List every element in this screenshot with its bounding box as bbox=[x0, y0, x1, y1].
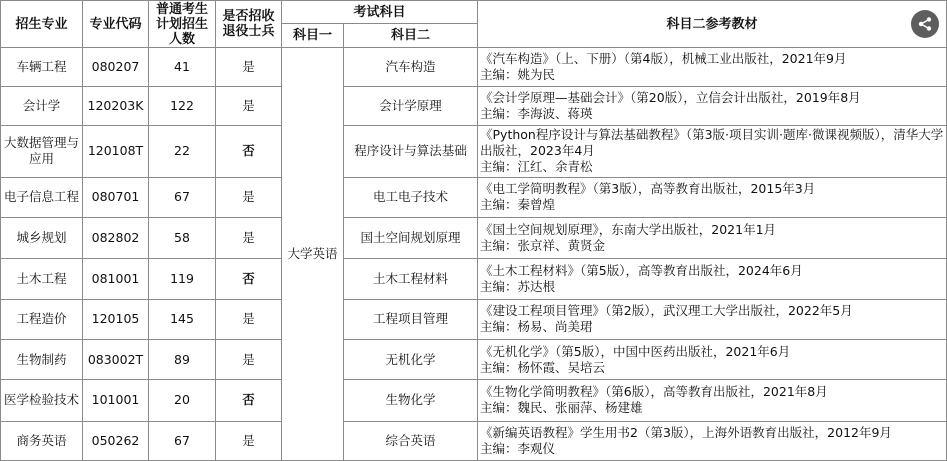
subject2-cell: 工程项目管理 bbox=[344, 299, 478, 339]
book-editor: 主编：杨易、尚美珺 bbox=[480, 319, 593, 335]
major-cell: 城乡规划 bbox=[1, 217, 83, 258]
header-major: 招生专业 bbox=[1, 1, 83, 48]
header-books: 科目二参考教材 bbox=[478, 1, 947, 48]
code-cell: 083002T bbox=[83, 339, 149, 379]
veteran-cell: 否 bbox=[216, 125, 282, 177]
book-title: 《生物化学简明教程》（第6版），高等教育出版社，2021年8月 bbox=[480, 384, 828, 400]
table-row bbox=[1, 87, 947, 125]
major-cell: 土木工程 bbox=[1, 259, 83, 299]
plan-cell: 41 bbox=[149, 48, 216, 87]
table-row bbox=[1, 421, 947, 460]
table-row bbox=[1, 380, 947, 421]
share-button[interactable] bbox=[911, 10, 939, 38]
book-cell bbox=[478, 259, 947, 299]
header-code: 专业代码 bbox=[83, 1, 149, 48]
book-title: 《国土空间规划原理》，东南大学出版社，2021年1月 bbox=[480, 222, 777, 238]
veteran-cell: 否 bbox=[216, 259, 282, 299]
major-cell: 医学检验技术 bbox=[1, 380, 83, 421]
subject2-cell: 电工电子技术 bbox=[344, 177, 478, 217]
code-cell: 120108T bbox=[83, 125, 149, 177]
book-cell bbox=[478, 299, 947, 339]
subject2-cell: 无机化学 bbox=[344, 339, 478, 379]
plan-cell: 20 bbox=[149, 380, 216, 421]
table-row bbox=[1, 125, 947, 177]
subject2-cell: 汽车构造 bbox=[344, 48, 478, 87]
code-cell: 101001 bbox=[83, 380, 149, 421]
book-editor: 主编：江红、余青松 bbox=[480, 159, 593, 174]
table-row bbox=[1, 259, 947, 299]
table-row bbox=[1, 339, 947, 379]
book-title: 《土木工程材料》（第5版），高等教育出版社，2024年6月 bbox=[480, 262, 803, 278]
veteran-cell: 是 bbox=[216, 339, 282, 379]
book-title: 《会计学原理—基础会计》（第20版），立信会计出版社，2019年8月 bbox=[480, 89, 861, 105]
code-cell: 120105 bbox=[83, 299, 149, 339]
code-cell: 050262 bbox=[83, 421, 149, 460]
plan-cell: 89 bbox=[149, 339, 216, 379]
subject1-cell: 大学英语 bbox=[282, 48, 344, 461]
plan-cell: 22 bbox=[149, 125, 216, 177]
header-subject1: 科目一 bbox=[282, 24, 344, 48]
book-cell bbox=[478, 177, 947, 217]
book-cell bbox=[478, 87, 947, 125]
book-cell bbox=[478, 217, 947, 258]
header-subject2: 科目二 bbox=[344, 24, 478, 48]
book-title: 《新编英语教程》学生用书2（第3版），上海外语教育出版社，2012年9月 bbox=[480, 424, 892, 440]
table-row bbox=[1, 217, 947, 258]
book-editor: 主编：苏达根 bbox=[480, 278, 556, 294]
book-editor: 主编：李海波、蒋瑛 bbox=[480, 105, 593, 121]
book-cell bbox=[478, 380, 947, 421]
major-cell: 车辆工程 bbox=[1, 48, 83, 87]
header-plan: 普通考生计划招生人数 bbox=[149, 1, 216, 48]
book-editor: 主编：姚为民 bbox=[480, 67, 556, 83]
veteran-cell: 是 bbox=[216, 421, 282, 460]
veteran-cell: 是 bbox=[216, 87, 282, 125]
code-cell: 080207 bbox=[83, 48, 149, 87]
book-editor: 主编：李观仪 bbox=[480, 440, 556, 456]
book-cell bbox=[478, 339, 947, 379]
book-cell bbox=[478, 421, 947, 460]
book-editor: 主编：秦曾煌 bbox=[480, 197, 556, 213]
subject2-cell: 综合英语 bbox=[344, 421, 478, 460]
veteran-cell: 是 bbox=[216, 177, 282, 217]
subject2-cell: 程序设计与算法基础 bbox=[344, 125, 478, 177]
table-row bbox=[1, 177, 947, 217]
major-cell: 会计学 bbox=[1, 87, 83, 125]
table-row bbox=[1, 48, 947, 87]
plan-cell: 122 bbox=[149, 87, 216, 125]
major-cell: 工程造价 bbox=[1, 299, 83, 339]
subject2-cell: 会计学原理 bbox=[344, 87, 478, 125]
major-cell: 商务英语 bbox=[1, 421, 83, 460]
code-cell: 080701 bbox=[83, 177, 149, 217]
book-cell bbox=[478, 125, 947, 177]
code-cell: 120203K bbox=[83, 87, 149, 125]
veteran-cell: 是 bbox=[216, 299, 282, 339]
book-editor: 主编：张京祥、黄贤金 bbox=[480, 238, 606, 254]
book-title: 《电工学简明教程》（第3版），高等教育出版社，2015年3月 bbox=[480, 181, 816, 197]
plan-cell: 145 bbox=[149, 299, 216, 339]
major-cell: 大数据管理与应用 bbox=[1, 125, 83, 177]
plan-cell: 58 bbox=[149, 217, 216, 258]
code-cell: 082802 bbox=[83, 217, 149, 258]
plan-cell: 67 bbox=[149, 177, 216, 217]
veteran-cell: 是 bbox=[216, 217, 282, 258]
book-title: 《无机化学》（第5版），中国中医药出版社，2021年6月 bbox=[480, 343, 791, 359]
table-row bbox=[1, 299, 947, 339]
major-cell: 电子信息工程 bbox=[1, 177, 83, 217]
plan-cell: 119 bbox=[149, 259, 216, 299]
share-icon bbox=[917, 16, 933, 32]
book-cell bbox=[478, 48, 947, 87]
subject2-cell: 生物化学 bbox=[344, 380, 478, 421]
book-title: 《Python程序设计与算法基础教程》（第3版·项目实训·题库·微课视频版），清华大学出版社，2023年4月 bbox=[480, 127, 944, 158]
code-cell: 081001 bbox=[83, 259, 149, 299]
book-editor: 主编：魏民、张丽萍、杨建雄 bbox=[480, 400, 643, 416]
major-cell: 生物制药 bbox=[1, 339, 83, 379]
header-exam: 考试科目 bbox=[282, 1, 478, 24]
plan-cell: 67 bbox=[149, 421, 216, 460]
book-title: 《建设工程项目管理》（第2版），武汉理工大学出版社，2022年5月 bbox=[480, 303, 853, 319]
veteran-cell: 是 bbox=[216, 48, 282, 87]
header-veteran: 是否招收退役士兵 bbox=[216, 1, 282, 48]
book-title: 《汽车构造》（上、下册）（第4版），机械工业出版社，2021年9月 bbox=[480, 51, 847, 67]
subject2-cell: 土木工程材料 bbox=[344, 259, 478, 299]
veteran-cell: 否 bbox=[216, 380, 282, 421]
book-editor: 主编：杨怀霞、吴培云 bbox=[480, 359, 606, 375]
subject2-cell: 国土空间规划原理 bbox=[344, 217, 478, 258]
